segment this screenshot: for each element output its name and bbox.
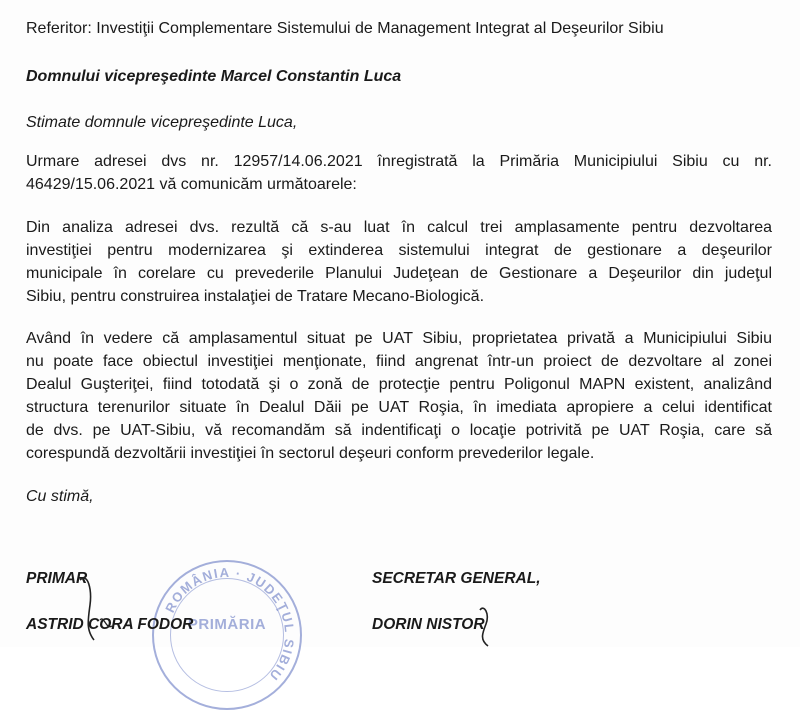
reference-line: Referitor: Investiţii Complementare Sistemului de Management Integrat al Deşeurilor Sibiu (26, 20, 664, 37)
mayor-signature-scribble (60, 560, 180, 647)
paragraph-2 (26, 216, 772, 308)
paragraph-2-line: Sibiu, pentru construirea instalaţiei de Tratare Mecano-Biologică. (26, 288, 485, 305)
svg-text:ROMÂNIA · JUDEŢUL SIBIU: ROMÂNIA · JUDEŢUL SIBIU (162, 564, 298, 685)
paragraph-3-line: Având în vedere că amplasamentul situat pe UAT Sibiu, proprietatea privată a Municipiului Sibiu (26, 330, 772, 347)
paragraph-1 (26, 150, 772, 196)
stamp-inner-ring (170, 578, 284, 692)
paragraph-2-line: Din analiza adresei dvs. rezultă că s-au luat în calcul trei amplasamente pentru dezvoltarea (26, 219, 772, 236)
secretary-title: SECRETAR GENERAL, (372, 570, 541, 587)
addressee: Domnului vicepreşedinte Marcel Constantin Luca (26, 68, 402, 85)
paragraph-3-line: de dvs. pe UAT-Sibiu, vă recomandăm să indentificaţi o locaţie potrivită pe UAT Roşia, care să (26, 422, 772, 439)
paragraph-3-line: structura terenurilor situate în Dealul Dăii pe UAT Roşia, în imediata apropiere a celui identificat (26, 399, 772, 416)
paragraph-3-line: nu poate face obiectul investiţiei menţionate, fiind angrenat într-un proiect de dezvoltare al zonei (26, 353, 772, 370)
secretary-name: DORIN NISTOR (372, 616, 485, 633)
stamp-center-text: PRIMĂRIA (187, 616, 267, 633)
paragraph-1-line: 46429/15.06.2021 vă comunicăm următoarele: (26, 176, 357, 193)
mayor-title: PRIMAR (26, 570, 88, 587)
paragraph-2-line: investiţiei pentru modernizarea şi extinderea sistemului integrat de gestionare a deşeurilor (26, 242, 772, 259)
secretary-signature-scribble (450, 600, 510, 647)
salutation: Stimate domnule vicepreşedinte Luca, (26, 114, 298, 131)
paragraph-3-line: corespundă dezvoltării investiţiei în sectorul deşeuri conform prevederilor legale. (26, 445, 595, 462)
paragraph-1-line: Urmare adresei dvs nr. 12957/14.06.2021 înregistrată la Primăria Municipiului Sibiu cu nr. (26, 153, 772, 170)
paragraph-2-line: municipale în corelare cu prevederile Planului Judeţean de Gestionare a Deşeurilor din judeţul (26, 265, 772, 282)
paragraph-3 (26, 327, 772, 465)
paragraph-3-line: Dealul Guşteriţei, fiind totodată şi o zonă de protecţie pentru Poligonul MAPN existent, analizând (26, 376, 772, 393)
closing: Cu stimă, (26, 488, 94, 505)
mayor-name: ASTRID CORA FODOR (26, 616, 194, 633)
